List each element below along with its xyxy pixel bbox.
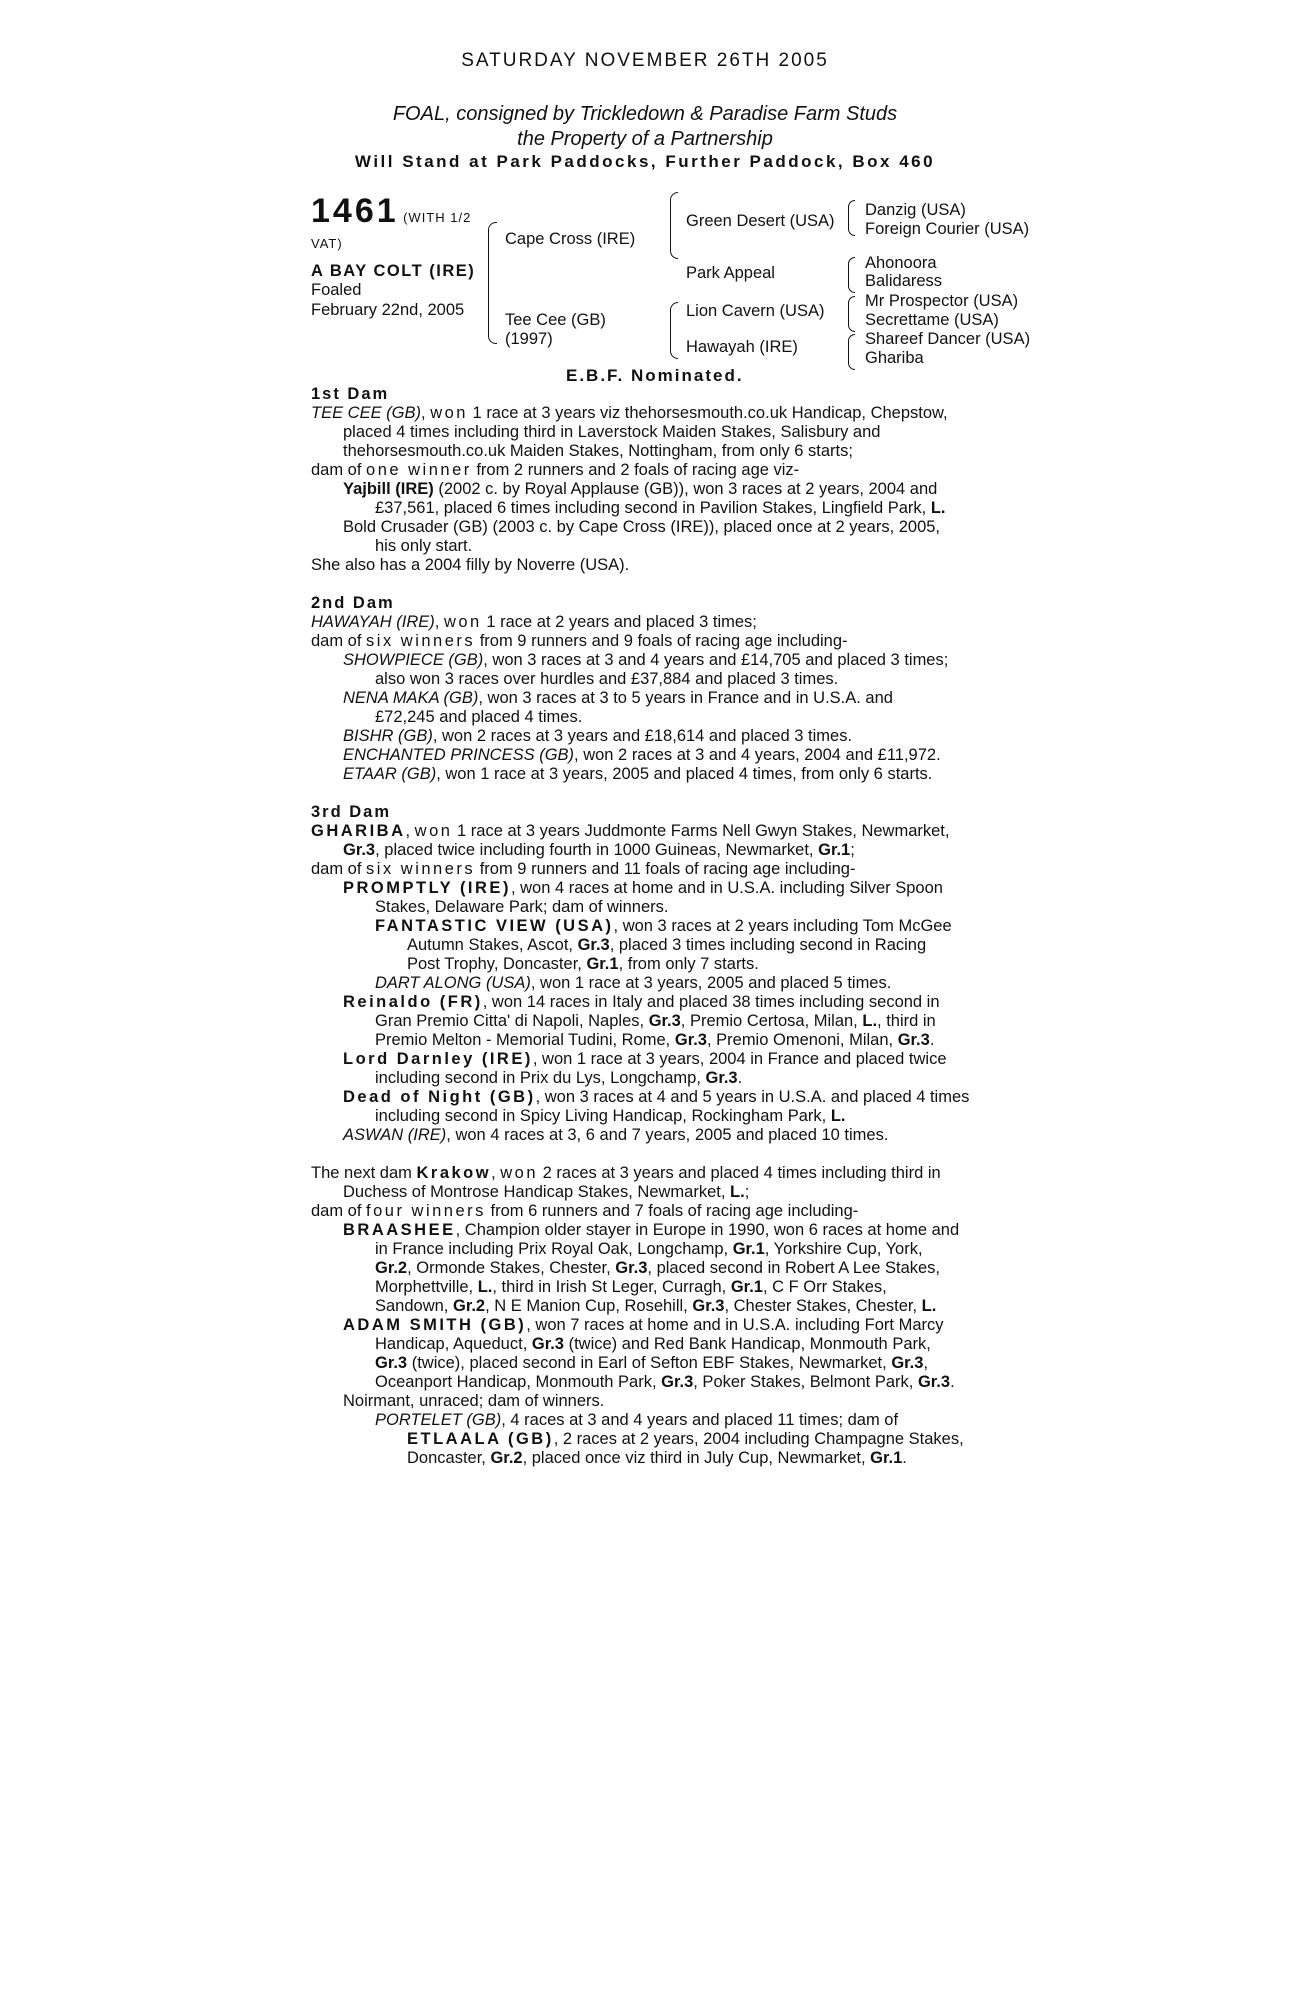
third-dam-line: Dead of Night (GB), won 3 races at 4 and 5 years in U.S.A. and placed 4 times xyxy=(343,1088,970,1106)
next-dam-line: ETLAALA (GB), 2 races at 2 years, 2004 including Champagne Stakes, xyxy=(407,1430,964,1448)
next-dam-line: BRAASHEE, Champion older stayer in Europe in 1990, won 6 races at home and xyxy=(343,1221,960,1239)
pedigree-sdd: Balidaress xyxy=(865,272,943,290)
first-dam-line: TEE CEE (GB), won 1 race at 3 years viz thehorsesmouth.co.uk Handicap, Chepstow, xyxy=(311,404,948,422)
third-dam-line: Autumn Stakes, Ascot, Gr.3, placed 3 times including second in Racing xyxy=(407,936,927,954)
next-dam-line: Gr.3 (twice), placed second in Earl of Sefton EBF Stakes, Newmarket, Gr.3, xyxy=(375,1354,929,1372)
brace-ss xyxy=(848,200,855,236)
first-dam-line: placed 4 times including third in Laverstock Maiden Stakes, Salisbury and xyxy=(343,423,881,441)
next-dam-line: Gr.2, Ormonde Stakes, Chester, Gr.3, placed second in Robert A Lee Stakes, xyxy=(375,1259,941,1277)
second-dam-line: NENA MAKA (GB), won 3 races at 3 to 5 years in France and in U.S.A. and xyxy=(343,689,893,707)
first-dam-line: thehorsesmouth.co.uk Maiden Stakes, Nottingham, from only 6 starts; xyxy=(343,442,853,460)
pedigree-sire: Cape Cross (IRE) xyxy=(505,230,636,248)
third-dam-line: Reinaldo (FR), won 14 races in Italy and placed 38 times including second in xyxy=(343,993,940,1011)
first-dam-line: Bold Crusader (GB) (2003 c. by Cape Cross (IRE)), placed once at 2 years, 2005, xyxy=(343,518,941,536)
second-dam-line: BISHR (GB), won 2 races at 3 years and £18,614 and placed 3 times. xyxy=(343,727,853,745)
pedigree-dds: Shareef Dancer (USA) xyxy=(865,330,1031,348)
second-dam-line: SHOWPIECE (GB), won 3 races at 3 and 4 years and £14,705 and placed 3 times; xyxy=(343,651,949,669)
next-dam-line: Noirmant, unraced; dam of winners. xyxy=(343,1392,605,1410)
pedigree-sss: Danzig (USA) xyxy=(865,201,966,219)
ebf-nominated: E.B.F. Nominated. xyxy=(566,366,744,385)
foaled-label: Foaled xyxy=(311,281,362,299)
stabling-line: Will Stand at Park Paddocks, Further Paddock, Box 460 xyxy=(354,152,936,171)
first-dam-line: She also has a 2004 filly by Noverre (USA). xyxy=(311,556,630,574)
third-dam-line: including second in Spicy Living Handicap, Rockingham Park, L. xyxy=(375,1107,846,1125)
third-dam-line: including second in Prix du Lys, Longchamp, Gr.3. xyxy=(375,1069,743,1087)
pedigree-dsd: Secrettame (USA) xyxy=(865,311,999,329)
second-dam-line: also won 3 races over hurdles and £37,884 and placed 3 times. xyxy=(375,670,839,688)
second-dam-line: dam of six winners from 9 runners and 9 foals of racing age including- xyxy=(311,632,848,650)
first-dam-line: Yajbill (IRE) (2002 c. by Royal Applause (GB)), won 3 races at 2 years, 2004 and xyxy=(343,480,938,498)
brace-main xyxy=(488,222,497,344)
next-dam-line: Morphettville, L., third in Irish St Leger, Curragh, Gr.1, C F Orr Stakes, xyxy=(375,1278,887,1296)
sale-date: SATURDAY NOVEMBER 26TH 2005 xyxy=(461,50,829,71)
lot-title: A BAY COLT (IRE) xyxy=(311,262,476,280)
pedigree-dam-dam: Hawayah (IRE) xyxy=(686,338,798,356)
next-dam-line: Oceanport Handicap, Monmouth Park, Gr.3, Poker Stakes, Belmont Park, Gr.3. xyxy=(375,1373,955,1391)
third-dam-line: DART ALONG (USA), won 1 race at 3 years, 2005 and placed 5 times. xyxy=(375,974,892,992)
pedigree-sire-sire: Green Desert (USA) xyxy=(686,212,835,230)
brace-dam xyxy=(670,302,678,359)
second-dam-heading: 2nd Dam xyxy=(311,594,395,612)
first-dam-line: dam of one winner from 2 runners and 2 foals of racing age viz- xyxy=(311,461,800,479)
third-dam-line: Gran Premio Citta' di Napoli, Naples, Gr.3, Premio Certosa, Milan, L., third in xyxy=(375,1012,936,1030)
brace-sire xyxy=(670,192,678,259)
next-dam-line: PORTELET (GB), 4 races at 3 and 4 years and placed 11 times; dam of xyxy=(375,1411,899,1429)
next-dam-line: dam of four winners from 6 runners and 7 foals of racing age including- xyxy=(311,1202,859,1220)
third-dam-line: Lord Darnley (IRE), won 1 race at 3 years, 2004 in France and placed twice xyxy=(343,1050,947,1068)
third-dam-line: Gr.3, placed twice including fourth in 1000 Guineas, Newmarket, Gr.1; xyxy=(343,841,855,859)
brace-dd xyxy=(848,334,855,370)
property-line: the Property of a Partnership xyxy=(517,128,773,150)
second-dam-line: HAWAYAH (IRE), won 1 race at 2 years and placed 3 times; xyxy=(311,613,757,631)
pedigree-sds: Ahonoora xyxy=(865,254,937,272)
first-dam-heading: 1st Dam xyxy=(311,385,390,403)
first-dam-line: £37,561, placed 6 times including second in Pavilion Stakes, Lingfield Park, L. xyxy=(375,499,946,517)
pedigree-ssd: Foreign Courier (USA) xyxy=(865,220,1030,238)
next-dam-line: Handicap, Aqueduct, Gr.3 (twice) and Red Bank Handicap, Monmouth Park, xyxy=(375,1335,931,1353)
third-dam-line: Premio Melton - Memorial Tudini, Rome, Gr.3, Premio Omenoni, Milan, Gr.3. xyxy=(375,1031,935,1049)
second-dam-line: ETAAR (GB), won 1 race at 3 years, 2005 and placed 4 times, from only 6 starts. xyxy=(343,765,933,783)
next-dam-line: The next dam Krakow, won 2 races at 3 years and placed 4 times including third in xyxy=(311,1164,941,1182)
first-dam-line: his only start. xyxy=(375,537,473,555)
third-dam-line: Post Trophy, Doncaster, Gr.1, from only 7 starts. xyxy=(407,955,759,973)
next-dam-line: Doncaster, Gr.2, placed once viz third in July Cup, Newmarket, Gr.1. xyxy=(407,1449,907,1467)
vat-note: (WITH 1/2 xyxy=(403,210,472,225)
third-dam-line: PROMPTLY (IRE), won 4 races at home and in U.S.A. including Silver Spoon xyxy=(343,879,943,897)
lot-header xyxy=(311,192,471,231)
consignor-line: FOAL, consigned by Trickledown & Paradise Farm Studs xyxy=(392,103,898,125)
pedigree-sire-dam: Park Appeal xyxy=(686,264,775,282)
lot-number: 1461 xyxy=(311,192,399,230)
second-dam-line: ENCHANTED PRINCESS (GB), won 2 races at 3 and 4 years, 2004 and £11,972. xyxy=(343,746,941,764)
vat-note-cont: VAT) xyxy=(311,236,343,251)
pedigree-dam-year: (1997) xyxy=(505,330,553,348)
third-dam-line: FANTASTIC VIEW (USA), won 3 races at 2 years including Tom McGee xyxy=(375,917,952,935)
next-dam-line: ADAM SMITH (GB), won 7 races at home and in U.S.A. including Fort Marcy xyxy=(343,1316,944,1334)
third-dam-heading: 3rd Dam xyxy=(311,803,392,821)
third-dam-line: GHARIBA, won 1 race at 3 years Juddmonte Farms Nell Gwyn Stakes, Newmarket, xyxy=(311,822,950,840)
second-dam-line: £72,245 and placed 4 times. xyxy=(375,708,583,726)
pedigree-dam: Tee Cee (GB) xyxy=(505,311,606,329)
third-dam-line: dam of six winners from 9 runners and 11 foals of racing age including- xyxy=(311,860,856,878)
pedigree-ddd: Ghariba xyxy=(865,349,924,367)
next-dam-line: Sandown, Gr.2, N E Manion Cup, Rosehill, Gr.3, Chester Stakes, Chester, L. xyxy=(375,1297,937,1315)
brace-ds xyxy=(848,296,855,332)
brace-sd xyxy=(848,257,855,293)
third-dam-line: ASWAN (IRE), won 4 races at 3, 6 and 7 years, 2005 and placed 10 times. xyxy=(343,1126,889,1144)
pedigree-dss: Mr Prospector (USA) xyxy=(865,292,1019,310)
next-dam-line: in France including Prix Royal Oak, Longchamp, Gr.1, Yorkshire Cup, York, xyxy=(375,1240,923,1258)
pedigree-dam-sire: Lion Cavern (USA) xyxy=(686,302,825,320)
foaled-date: February 22nd, 2005 xyxy=(311,301,465,319)
third-dam-line: Stakes, Delaware Park; dam of winners. xyxy=(375,898,669,916)
next-dam-line: Duchess of Montrose Handicap Stakes, Newmarket, L.; xyxy=(343,1183,750,1201)
